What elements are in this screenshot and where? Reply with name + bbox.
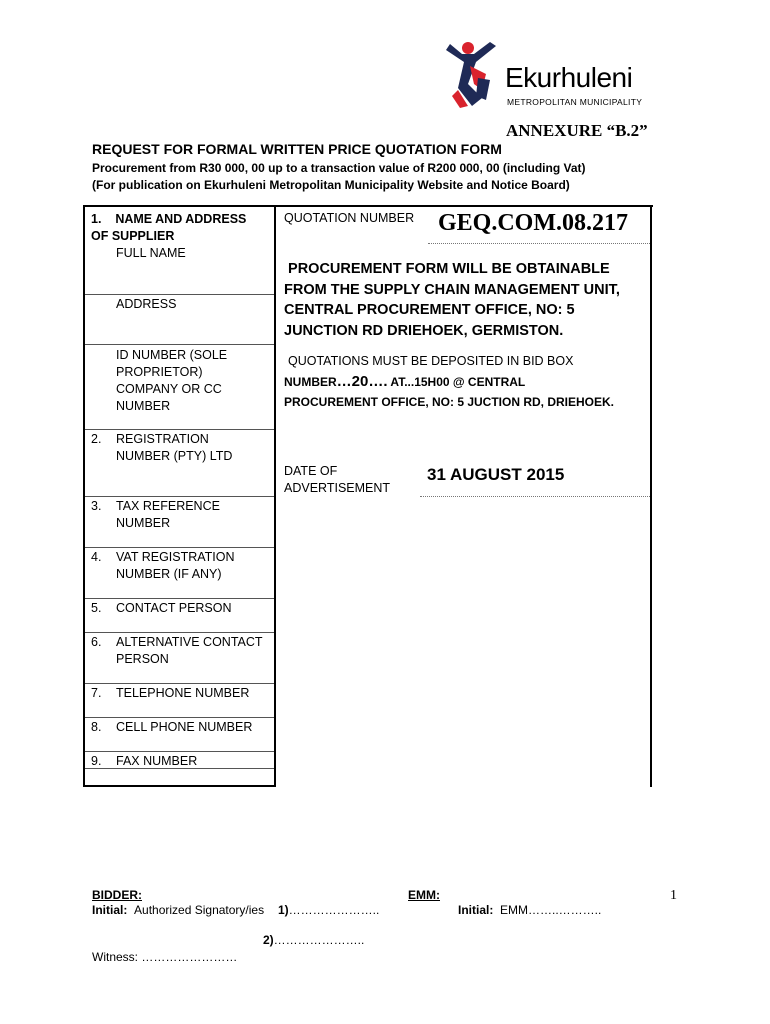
id-number-label: ID NUMBER (SOLE PROPRIETOR) COMPANY OR CC NUMBER xyxy=(116,348,228,413)
contact-person-label: CONTACT PERSON xyxy=(116,601,232,615)
quotation-number-label: QUOTATION NUMBER xyxy=(284,211,415,225)
page-number: 1 xyxy=(670,888,677,903)
emm-initial: Initial: EMM……..……….. xyxy=(458,903,602,917)
alternative-contact-label: ALTERNATIVE CONTACT PERSON xyxy=(116,635,263,666)
cell-phone-number-label: CELL PHONE NUMBER xyxy=(116,720,253,734)
full-name-label: FULL NAME xyxy=(116,246,186,260)
deposit-notice-line-3: PROCUREMENT OFFICE, NO: 5 JUCTION RD, DRIEHOEK. xyxy=(284,395,615,409)
address-label: ADDRESS xyxy=(116,297,177,311)
procurement-notice: PROCUREMENT FORM WILL BE OBTAINABLE FROM THE SUPPLY CHAIN MANAGEMENT UNIT, CENTRAL PROCUREMENT OFFICE, NO: 5 JUNCTION RD DRIEHOEK, GERMISTON. xyxy=(284,261,620,339)
table-bottom-border xyxy=(83,785,276,787)
registration-number-label: REGISTRATION NUMBER (PTY) LTD xyxy=(116,432,233,463)
row-5-number: 5. xyxy=(91,601,102,615)
tax-reference-label: TAX REFERENCE NUMBER xyxy=(116,499,220,530)
logo-name: Ekurhuleni xyxy=(505,62,633,93)
row-6-number: 6. xyxy=(91,635,102,649)
table-middle-border xyxy=(274,205,276,787)
vat-registration-label: VAT REGISTRATION NUMBER (IF ANY) xyxy=(116,550,235,581)
row-4-number: 4. xyxy=(91,550,102,564)
deposit-notice-line-2: NUMBER…20…. AT...15H00 @ CENTRAL xyxy=(284,373,526,390)
signatory-1: 1)………………….. xyxy=(278,903,380,917)
row-7-number: 7. xyxy=(91,686,102,700)
date-of-advertisement-label: DATE OF ADVERTISEMENT xyxy=(284,464,391,495)
fax-number-label: FAX NUMBER xyxy=(116,754,198,768)
form-subtitle-2: (For publication on Ekurhuleni Metropolitan Municipality Website and Notice Board) xyxy=(92,178,570,192)
witness-line: Witness: …………………… xyxy=(92,950,238,964)
emm-label: EMM: xyxy=(408,888,440,902)
row-9-number: 9. xyxy=(91,754,102,768)
table-right-border xyxy=(650,205,652,787)
table-top-border xyxy=(83,205,653,207)
bidder-initial: Initial: Authorized Signatory/ies xyxy=(92,903,265,917)
deposit-notice-line-1: QUOTATIONS MUST BE DEPOSITED IN BID BOX xyxy=(288,354,574,368)
row-8-number: 8. xyxy=(91,720,102,734)
row-2-number: 2. xyxy=(91,432,102,446)
date-of-advertisement-value: 31 AUGUST 2015 xyxy=(427,465,565,484)
section-1-title: 1. NAME AND ADDRESS OF SUPPLIER xyxy=(91,212,247,243)
form-title: REQUEST FOR FORMAL WRITTEN PRICE QUOTATION FORM xyxy=(92,141,502,157)
logo-subtitle: METROPOLITAN MUNICIPALITY xyxy=(507,97,643,107)
bidder-label: BIDDER: xyxy=(92,888,142,902)
row-3-number: 3. xyxy=(91,499,102,513)
form-subtitle-1: Procurement from R30 000, 00 up to a transaction value of R200 000, 00 (including Vat) xyxy=(92,161,586,175)
telephone-number-label: TELEPHONE NUMBER xyxy=(116,686,250,700)
annexure-label: ANNEXURE “B.2” xyxy=(506,121,648,140)
quotation-number: GEQ.COM.08.217 xyxy=(438,210,628,236)
signatory-2: 2)………………….. xyxy=(263,933,365,947)
